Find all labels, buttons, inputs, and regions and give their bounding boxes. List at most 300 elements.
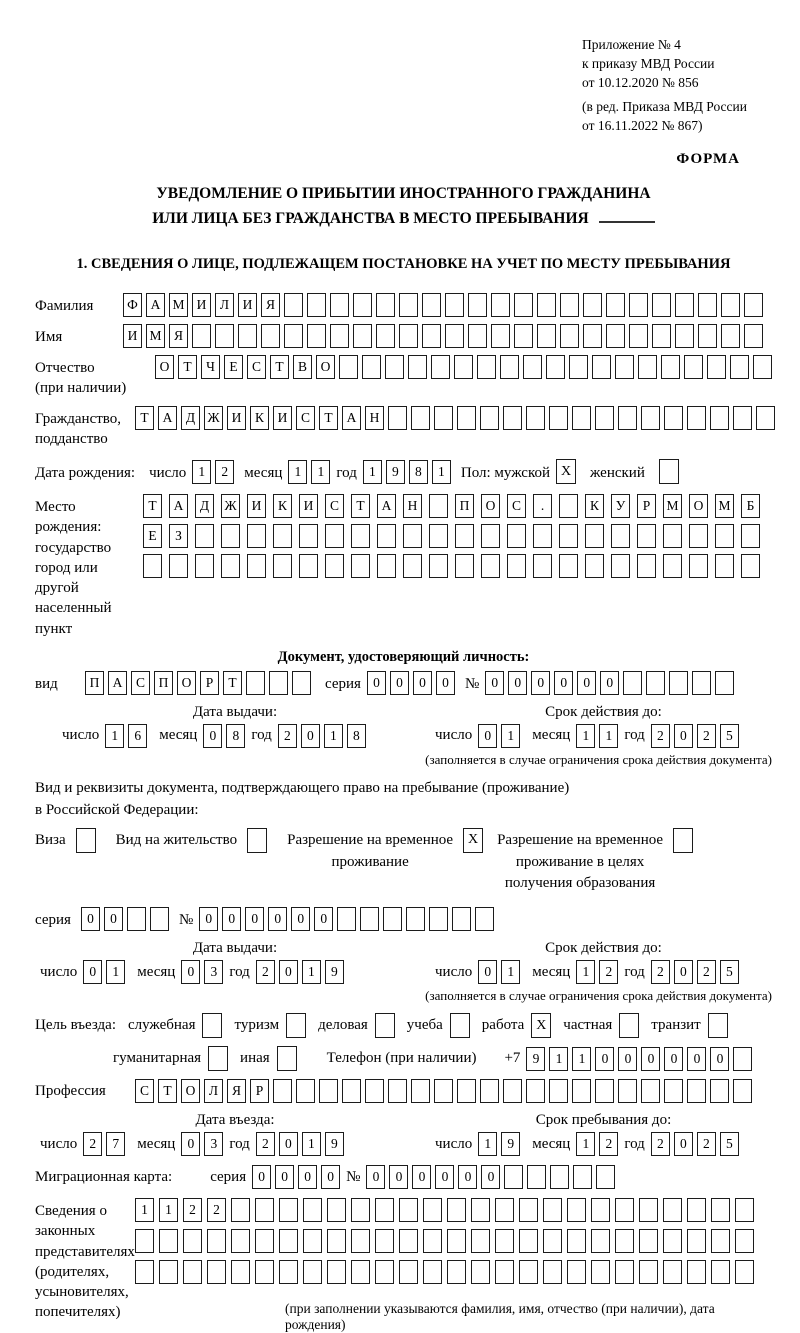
char-cell[interactable]: 0 [413,671,432,695]
char-cell[interactable]: Е [143,524,162,548]
char-cell[interactable]: М [146,324,165,348]
char-cell[interactable] [429,907,448,931]
char-cell[interactable] [639,1198,658,1222]
char-cell[interactable] [687,1079,706,1103]
char-cell[interactable] [480,1079,499,1103]
char-cell[interactable] [269,671,288,695]
char-cell[interactable] [292,671,311,695]
char-cell[interactable]: 0 [390,671,409,695]
char-cell[interactable] [195,554,214,578]
char-cell[interactable] [730,355,749,379]
char-cell[interactable]: 0 [554,671,573,695]
char-cell[interactable] [549,406,568,430]
char-cell[interactable] [560,293,579,317]
char-cell[interactable] [507,554,526,578]
char-cell[interactable]: 0 [436,671,455,695]
char-cell[interactable] [423,1229,442,1253]
char-cell[interactable] [592,355,611,379]
char-cell[interactable] [652,293,671,317]
char-cell[interactable] [246,671,265,695]
char-cell[interactable] [429,494,448,518]
char-cell[interactable]: А [377,494,396,518]
char-cell[interactable] [495,1198,514,1222]
char-cell[interactable] [572,1079,591,1103]
char-cell[interactable] [735,1229,754,1253]
char-cell[interactable] [455,554,474,578]
char-cell[interactable] [247,524,266,548]
char-cell[interactable] [664,406,683,430]
char-cell[interactable] [279,1260,298,1284]
char-cell[interactable] [692,671,711,695]
char-cell[interactable] [279,1229,298,1253]
char-cell[interactable]: 0 [81,907,100,931]
char-cell[interactable] [377,554,396,578]
char-cell[interactable] [375,1198,394,1222]
char-cell[interactable] [447,1260,466,1284]
char-cell[interactable]: 0 [674,960,693,984]
char-cell[interactable]: 0 [222,907,241,931]
char-cell[interactable] [546,355,565,379]
char-cell[interactable]: З [169,524,188,548]
char-cell[interactable]: 0 [291,907,310,931]
char-cell[interactable]: 0 [577,671,596,695]
char-cell[interactable]: 1 [311,460,330,484]
char-cell[interactable] [615,355,634,379]
visa-checkbox[interactable] [76,828,96,853]
char-cell[interactable] [687,1198,706,1222]
char-cell[interactable] [360,907,379,931]
char-cell[interactable] [606,324,625,348]
char-cell[interactable]: 9 [325,1132,344,1156]
char-cell[interactable] [715,524,734,548]
char-cell[interactable] [351,1198,370,1222]
char-cell[interactable]: 3 [204,1132,223,1156]
char-cell[interactable]: 1 [302,960,321,984]
char-cell[interactable] [337,907,356,931]
char-cell[interactable]: Н [403,494,422,518]
char-cell[interactable]: 0 [674,724,693,748]
char-cell[interactable] [376,293,395,317]
char-cell[interactable]: 1 [288,460,307,484]
char-cell[interactable] [351,1229,370,1253]
char-cell[interactable] [669,671,688,695]
char-cell[interactable] [611,524,630,548]
char-cell[interactable] [491,324,510,348]
char-cell[interactable] [399,324,418,348]
char-cell[interactable]: И [247,494,266,518]
char-cell[interactable]: 1 [576,1132,595,1156]
char-cell[interactable] [195,524,214,548]
char-cell[interactable]: 2 [697,960,716,984]
char-cell[interactable]: 0 [268,907,287,931]
char-cell[interactable] [475,907,494,931]
char-cell[interactable] [365,1079,384,1103]
char-cell[interactable]: 2 [183,1198,202,1222]
char-cell[interactable] [221,554,240,578]
char-cell[interactable] [687,1229,706,1253]
char-cell[interactable] [192,324,211,348]
char-cell[interactable] [339,355,358,379]
char-cell[interactable] [273,524,292,548]
purpose-other-checkbox[interactable] [277,1046,297,1071]
char-cell[interactable] [353,293,372,317]
char-cell[interactable] [503,406,522,430]
char-cell[interactable] [652,324,671,348]
char-cell[interactable] [741,554,760,578]
char-cell[interactable] [618,406,637,430]
char-cell[interactable] [273,554,292,578]
char-cell[interactable] [481,524,500,548]
char-cell[interactable] [273,1079,292,1103]
purpose-commercial-checkbox[interactable] [375,1013,395,1038]
char-cell[interactable] [753,355,772,379]
char-cell[interactable] [221,524,240,548]
char-cell[interactable]: 0 [298,1165,317,1189]
edu-permit-checkbox[interactable] [673,828,693,853]
char-cell[interactable] [279,1198,298,1222]
char-cell[interactable]: 0 [83,960,102,984]
char-cell[interactable] [537,293,556,317]
char-cell[interactable] [135,1260,154,1284]
char-cell[interactable]: 2 [207,1198,226,1222]
char-cell[interactable] [543,1229,562,1253]
char-cell[interactable] [375,1229,394,1253]
char-cell[interactable]: К [273,494,292,518]
char-cell[interactable] [623,671,642,695]
char-cell[interactable] [715,671,734,695]
purpose-humanitarian-checkbox[interactable] [208,1046,228,1071]
char-cell[interactable]: У [611,494,630,518]
char-cell[interactable] [135,1229,154,1253]
char-cell[interactable] [431,355,450,379]
char-cell[interactable]: Р [637,494,656,518]
char-cell[interactable]: Т [135,406,154,430]
char-cell[interactable] [330,324,349,348]
char-cell[interactable] [639,1229,658,1253]
char-cell[interactable] [403,524,422,548]
char-cell[interactable] [567,1198,586,1222]
char-cell[interactable] [618,1079,637,1103]
char-cell[interactable]: О [181,1079,200,1103]
char-cell[interactable] [663,524,682,548]
char-cell[interactable] [663,1260,682,1284]
char-cell[interactable] [307,324,326,348]
char-cell[interactable] [385,355,404,379]
char-cell[interactable] [284,324,303,348]
char-cell[interactable] [159,1229,178,1253]
char-cell[interactable] [423,1260,442,1284]
char-cell[interactable]: С [507,494,526,518]
char-cell[interactable] [296,1079,315,1103]
char-cell[interactable] [733,1079,752,1103]
char-cell[interactable]: И [273,406,292,430]
char-cell[interactable]: 9 [386,460,405,484]
char-cell[interactable] [591,1260,610,1284]
char-cell[interactable] [388,1079,407,1103]
char-cell[interactable] [615,1260,634,1284]
char-cell[interactable] [408,355,427,379]
char-cell[interactable] [527,1165,546,1189]
char-cell[interactable]: 0 [314,907,333,931]
char-cell[interactable]: 5 [720,724,739,748]
residence-permit-checkbox[interactable] [247,828,267,853]
char-cell[interactable] [445,324,464,348]
char-cell[interactable] [399,293,418,317]
char-cell[interactable]: П [154,671,173,695]
char-cell[interactable] [710,1079,729,1103]
char-cell[interactable]: 0 [104,907,123,931]
char-cell[interactable]: О [177,671,196,695]
char-cell[interactable]: 2 [651,724,670,748]
char-cell[interactable]: 1 [432,460,451,484]
char-cell[interactable] [585,554,604,578]
char-cell[interactable] [342,1079,361,1103]
purpose-study-checkbox[interactable] [450,1013,470,1038]
char-cell[interactable] [434,406,453,430]
char-cell[interactable] [526,406,545,430]
char-cell[interactable]: 0 [641,1047,660,1071]
char-cell[interactable] [325,554,344,578]
char-cell[interactable] [637,554,656,578]
char-cell[interactable] [663,1198,682,1222]
char-cell[interactable] [471,1260,490,1284]
char-cell[interactable]: 1 [478,1132,497,1156]
char-cell[interactable]: 1 [576,724,595,748]
char-cell[interactable] [646,671,665,695]
char-cell[interactable] [591,1229,610,1253]
char-cell[interactable]: 1 [501,724,520,748]
char-cell[interactable]: 2 [256,1132,275,1156]
char-cell[interactable] [159,1260,178,1284]
char-cell[interactable] [261,324,280,348]
char-cell[interactable] [687,1260,706,1284]
char-cell[interactable]: А [169,494,188,518]
char-cell[interactable] [689,524,708,548]
char-cell[interactable]: 0 [301,724,320,748]
char-cell[interactable]: Я [261,293,280,317]
char-cell[interactable] [457,406,476,430]
char-cell[interactable] [606,293,625,317]
char-cell[interactable]: 7 [106,1132,125,1156]
char-cell[interactable] [596,1165,615,1189]
char-cell[interactable] [445,293,464,317]
char-cell[interactable] [641,1079,660,1103]
char-cell[interactable] [661,355,680,379]
char-cell[interactable]: О [316,355,335,379]
char-cell[interactable]: 2 [83,1132,102,1156]
char-cell[interactable]: И [299,494,318,518]
char-cell[interactable] [707,355,726,379]
char-cell[interactable] [411,1079,430,1103]
char-cell[interactable]: Д [181,406,200,430]
char-cell[interactable] [481,554,500,578]
purpose-transit-checkbox[interactable] [708,1013,728,1038]
char-cell[interactable] [615,1198,634,1222]
char-cell[interactable] [559,494,578,518]
char-cell[interactable] [231,1198,250,1222]
char-cell[interactable] [583,324,602,348]
char-cell[interactable]: 0 [181,960,200,984]
char-cell[interactable]: 0 [508,671,527,695]
char-cell[interactable]: 0 [199,907,218,931]
char-cell[interactable] [698,324,717,348]
char-cell[interactable]: А [146,293,165,317]
char-cell[interactable] [284,293,303,317]
char-cell[interactable] [641,406,660,430]
char-cell[interactable] [721,293,740,317]
char-cell[interactable] [514,293,533,317]
char-cell[interactable]: С [247,355,266,379]
char-cell[interactable] [403,554,422,578]
char-cell[interactable] [231,1229,250,1253]
char-cell[interactable]: 0 [687,1047,706,1071]
char-cell[interactable] [388,406,407,430]
char-cell[interactable] [744,293,763,317]
char-cell[interactable]: И [192,293,211,317]
char-cell[interactable]: 0 [595,1047,614,1071]
char-cell[interactable] [422,324,441,348]
char-cell[interactable] [537,324,556,348]
char-cell[interactable] [585,524,604,548]
char-cell[interactable]: Р [200,671,219,695]
char-cell[interactable] [362,355,381,379]
char-cell[interactable] [215,324,234,348]
char-cell[interactable]: 0 [478,960,497,984]
char-cell[interactable] [127,907,146,931]
char-cell[interactable] [715,554,734,578]
char-cell[interactable] [491,293,510,317]
char-cell[interactable]: Р [250,1079,269,1103]
char-cell[interactable] [325,524,344,548]
char-cell[interactable] [663,1229,682,1253]
char-cell[interactable]: 2 [651,1132,670,1156]
char-cell[interactable] [299,554,318,578]
char-cell[interactable]: 1 [105,724,124,748]
char-cell[interactable]: М [169,293,188,317]
char-cell[interactable] [247,554,266,578]
char-cell[interactable] [447,1229,466,1253]
char-cell[interactable] [434,1079,453,1103]
char-cell[interactable] [454,355,473,379]
char-cell[interactable] [550,1165,569,1189]
purpose-tourism-checkbox[interactable] [286,1013,306,1038]
char-cell[interactable]: 0 [181,1132,200,1156]
char-cell[interactable]: О [155,355,174,379]
char-cell[interactable] [756,406,775,430]
char-cell[interactable] [423,1198,442,1222]
char-cell[interactable]: 1 [135,1198,154,1222]
char-cell[interactable]: 1 [572,1047,591,1071]
char-cell[interactable]: 2 [599,1132,618,1156]
char-cell[interactable] [735,1198,754,1222]
char-cell[interactable] [457,1079,476,1103]
char-cell[interactable]: И [123,324,142,348]
char-cell[interactable]: 8 [226,724,245,748]
char-cell[interactable] [559,554,578,578]
char-cell[interactable]: 6 [128,724,147,748]
char-cell[interactable]: Е [224,355,243,379]
char-cell[interactable] [687,406,706,430]
char-cell[interactable]: 2 [599,960,618,984]
char-cell[interactable]: О [689,494,708,518]
char-cell[interactable]: 1 [576,960,595,984]
char-cell[interactable]: 1 [363,460,382,484]
char-cell[interactable]: 8 [347,724,366,748]
char-cell[interactable]: 1 [324,724,343,748]
char-cell[interactable] [480,406,499,430]
char-cell[interactable] [503,1079,522,1103]
char-cell[interactable] [629,324,648,348]
char-cell[interactable] [573,1165,592,1189]
char-cell[interactable] [639,1260,658,1284]
char-cell[interactable]: 0 [710,1047,729,1071]
char-cell[interactable]: Д [195,494,214,518]
char-cell[interactable]: А [108,671,127,695]
char-cell[interactable] [595,406,614,430]
char-cell[interactable] [514,324,533,348]
char-cell[interactable]: М [663,494,682,518]
char-cell[interactable] [255,1198,274,1222]
char-cell[interactable] [143,554,162,578]
char-cell[interactable]: П [455,494,474,518]
char-cell[interactable]: Т [178,355,197,379]
char-cell[interactable] [500,355,519,379]
char-cell[interactable] [255,1229,274,1253]
char-cell[interactable]: Я [169,324,188,348]
char-cell[interactable] [303,1260,322,1284]
char-cell[interactable]: 2 [651,960,670,984]
char-cell[interactable]: 2 [256,960,275,984]
char-cell[interactable] [150,907,169,931]
char-cell[interactable]: 8 [409,460,428,484]
char-cell[interactable]: 0 [674,1132,693,1156]
char-cell[interactable]: В [293,355,312,379]
char-cell[interactable]: О [481,494,500,518]
char-cell[interactable]: С [296,406,315,430]
char-cell[interactable] [411,406,430,430]
char-cell[interactable] [307,293,326,317]
char-cell[interactable] [471,1229,490,1253]
char-cell[interactable] [299,524,318,548]
char-cell[interactable]: 2 [697,724,716,748]
char-cell[interactable] [629,293,648,317]
char-cell[interactable]: 0 [203,724,222,748]
char-cell[interactable] [710,406,729,430]
char-cell[interactable]: Ж [204,406,223,430]
char-cell[interactable]: 0 [531,671,550,695]
purpose-private-checkbox[interactable] [619,1013,639,1038]
char-cell[interactable]: Ф [123,293,142,317]
char-cell[interactable]: 1 [192,460,211,484]
char-cell[interactable] [455,524,474,548]
char-cell[interactable]: 0 [478,724,497,748]
char-cell[interactable] [744,324,763,348]
sex-male-checkbox[interactable]: X [556,459,576,484]
char-cell[interactable]: 0 [618,1047,637,1071]
char-cell[interactable] [376,324,395,348]
temp-permit-checkbox[interactable]: X [463,828,483,853]
char-cell[interactable] [319,1079,338,1103]
char-cell[interactable]: 0 [366,1165,385,1189]
char-cell[interactable] [721,324,740,348]
char-cell[interactable]: И [227,406,246,430]
char-cell[interactable] [351,1260,370,1284]
char-cell[interactable] [351,524,370,548]
char-cell[interactable]: 2 [215,460,234,484]
char-cell[interactable] [519,1229,538,1253]
char-cell[interactable] [238,324,257,348]
char-cell[interactable] [526,1079,545,1103]
